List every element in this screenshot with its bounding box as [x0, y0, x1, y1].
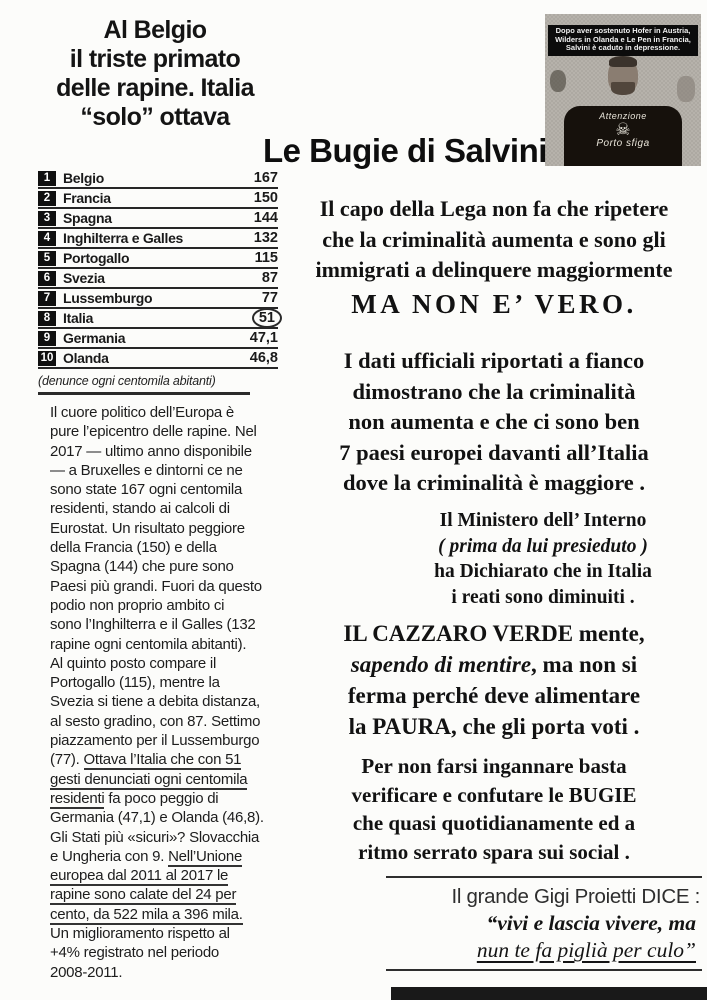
text-segment: Germania (47,1) e Olanda (46,8). — [50, 809, 264, 827]
country-label: Olanda — [63, 350, 109, 366]
underlined-text: residenti — [50, 789, 105, 807]
text-line — [292, 649, 696, 680]
table-row — [38, 229, 278, 249]
rank-badge: 1 — [38, 171, 56, 186]
text-line — [50, 442, 282, 461]
text-segment: sono state 167 ogni centomila — [50, 481, 243, 499]
text-segment: Spagna (144) che pure sono — [50, 558, 234, 576]
text-segment: — a Bruxelles e dintorni ce ne — [50, 461, 243, 479]
text-segment: pure l’epicentro delle rapine. Nel — [50, 423, 257, 441]
table-caption: (denunce ogni centomila abitanti) — [38, 374, 216, 388]
text-line — [50, 750, 282, 769]
text-segment: +4% registrato nel periodo — [50, 944, 220, 962]
article-body — [50, 403, 282, 982]
text-line — [50, 943, 282, 962]
text-line: I dati ufficiali riportati a fianco — [343, 348, 645, 373]
text-segment: , ma non si — [531, 652, 638, 677]
shirt-text-top: Attenzione — [599, 111, 647, 121]
text-segment: sono l’Inghilterra e il Galles (132 — [50, 616, 256, 634]
text-line — [50, 480, 282, 499]
divider-line-bottom — [386, 969, 702, 971]
scan-artifact-bar — [391, 987, 707, 1000]
text-line — [50, 963, 282, 982]
text-line: che la criminalità aumenta e sono gli — [322, 226, 666, 252]
text-line: “solo” ottava — [80, 103, 230, 131]
underlined-text: europea dal 2011 al 2017 le — [50, 867, 229, 885]
text-line — [292, 680, 696, 711]
underlined-text: rapine sono calate del 24 per — [50, 886, 237, 904]
table-row — [38, 249, 278, 269]
table-row — [38, 309, 278, 329]
text-segment: fa poco peggio di — [104, 789, 219, 807]
text-segment: 2008-2011. — [50, 963, 123, 981]
text-line — [50, 731, 282, 750]
text-line: ritmo serrato spara sui social . — [358, 839, 630, 864]
quote-intro: Il grande Gigi Proietti DICE : — [451, 885, 700, 908]
text-line: non aumenta e che ci sono ben — [348, 409, 640, 434]
text-line — [50, 615, 282, 634]
text-segment: 2017 — ultimo anno disponibile — [50, 442, 252, 460]
text-line — [50, 403, 282, 422]
text-line — [50, 673, 282, 692]
text-line: Salvini è caduto in depressione. — [565, 43, 681, 53]
text-line — [390, 534, 696, 560]
text-line: Al Belgio — [103, 16, 207, 44]
text-segment: Il cuore politico dell’Europa è — [50, 404, 235, 421]
rank-badge: 6 — [38, 271, 56, 286]
text-segment: IL CAZZARO VERDE mente, — [343, 621, 645, 646]
text-segment: ferma perché deve alimentare — [347, 683, 641, 708]
text-line — [390, 585, 696, 611]
paragraph-verificare-bugie — [292, 752, 696, 866]
rank-badge: 9 — [38, 331, 56, 346]
value-label: 46,8 — [249, 350, 278, 366]
text-line — [50, 538, 282, 557]
country-label: Portogallo — [63, 250, 130, 266]
text-segment: ha Dichiarato che in Italia — [434, 561, 652, 582]
rank-badge: 4 — [38, 231, 56, 246]
table-row — [38, 169, 278, 189]
text-segment: residenti, stando ai calcoli di — [50, 500, 230, 518]
text-line — [390, 559, 696, 585]
text-line: delle rapine. Italia — [56, 74, 254, 102]
text-segment: Gli Stati più «sicuri»? Slovacchia — [50, 828, 260, 846]
ranking-table-rows — [38, 169, 278, 369]
country-label: Francia — [63, 190, 111, 206]
text-segment: Svezia si tiene a debita distanza, — [50, 693, 260, 711]
text-line — [50, 461, 282, 480]
text-line — [50, 422, 282, 441]
text-line: dimostrano che la criminalità — [352, 378, 636, 404]
text-line: Dopo aver sostenuto Hofer in Austria, — [555, 26, 691, 35]
text-line — [50, 885, 282, 904]
text-segment: ( prima da lui presieduto ) — [438, 535, 648, 557]
value-label: 115 — [254, 250, 278, 266]
text-segment: piazzamento per il Lussemburgo — [50, 732, 260, 750]
underlined-text: Ottava l’Italia che con 51 — [83, 751, 242, 769]
text-line — [50, 905, 282, 924]
country-label: Svezia — [63, 270, 105, 286]
black-sweater — [564, 106, 682, 166]
underlined-text: cento, da 522 mila a 396 mila. — [50, 905, 243, 923]
text-segment: sapendo di mentire — [350, 652, 532, 677]
country-label: Germania — [63, 330, 126, 346]
value-circled: 51 — [252, 308, 282, 328]
paragraph-dati-ufficiali — [292, 346, 696, 499]
beard — [611, 82, 635, 95]
text-line — [50, 499, 282, 518]
text-segment: Il Ministero dell’ Interno — [439, 510, 647, 531]
paragraph-lines — [292, 194, 696, 286]
value-label: 144 — [253, 210, 278, 226]
ranking-table — [38, 169, 278, 395]
paragraph-ministero — [390, 508, 696, 610]
text-segment: Al quinto posto compare il — [50, 654, 217, 672]
text-segment: podio non proprio ambito ci — [50, 596, 225, 614]
table-row — [38, 329, 278, 349]
text-segment: Eurostat. Un risultato peggiore — [50, 519, 245, 537]
text-line — [292, 618, 696, 649]
text-line — [50, 712, 282, 731]
text-segment: Paesi più grandi. Fuori da questo — [50, 577, 262, 595]
shirt-text-bottom: Porto sfiga — [596, 138, 650, 149]
table-row — [38, 189, 278, 209]
value-label: 132 — [253, 230, 278, 246]
text-line — [50, 866, 282, 885]
text-segment: della Francia (150) e della — [50, 539, 217, 557]
text-line — [50, 808, 282, 827]
text-line — [50, 577, 282, 596]
underlined-text: gesti denunciati ogni centomila — [50, 770, 248, 788]
text-line — [50, 847, 282, 866]
graffiti-blob — [677, 76, 695, 102]
article-headline — [30, 16, 280, 132]
text-segment: al sesto gradino, con 87. Settimo — [50, 712, 261, 730]
text-line — [50, 654, 282, 673]
gigi-proietti-quote — [386, 876, 702, 971]
hair — [609, 56, 637, 67]
text-segment: rapine ogni centomila abitanti). — [50, 635, 247, 653]
country-label: Spagna — [63, 210, 112, 226]
text-segment: (77). — [50, 751, 84, 769]
salvini-head — [608, 58, 638, 94]
salvini-photo — [545, 14, 701, 166]
rank-badge: 2 — [38, 191, 56, 206]
paragraph-cazzaro-verde — [292, 618, 696, 742]
table-bottom-rule — [38, 392, 250, 395]
text-line: Per non farsi ingannare basta — [361, 754, 627, 778]
text-segment: Un miglioramento rispetto al — [50, 925, 230, 943]
photo-caption — [548, 25, 698, 56]
text-line — [50, 828, 282, 847]
text-line: Il capo della Lega non fa che ripetere — [319, 196, 669, 221]
rank-badge: 8 — [38, 311, 56, 326]
text-line — [50, 692, 282, 711]
country-label: Lussemburgo — [63, 290, 153, 306]
rank-badge: 5 — [38, 251, 56, 266]
text-line — [50, 557, 282, 576]
country-label: Belgio — [63, 170, 104, 186]
country-label: Inghilterra e Galles — [63, 230, 184, 246]
value-label: 87 — [261, 270, 278, 286]
text-line — [390, 508, 696, 534]
text-line: 7 paesi europei davanti all’Italia — [339, 439, 649, 465]
quote-line-2: nun te fa piglià per culo” — [476, 938, 696, 962]
text-line — [50, 635, 282, 654]
divider-line-top — [386, 876, 702, 878]
text-line — [50, 789, 282, 808]
table-row — [38, 349, 278, 369]
text-line — [50, 519, 282, 538]
text-segment: i reati sono diminuiti . — [451, 586, 635, 608]
text-line — [292, 711, 696, 742]
quote-line-1: “vivi e lascia vivere, ma — [486, 911, 696, 935]
value-label: 77 — [261, 290, 278, 306]
underlined-text: Nell’Unione — [168, 847, 243, 865]
text-line — [50, 596, 282, 615]
rank-badge: 7 — [38, 291, 56, 306]
table-row — [38, 269, 278, 289]
country-label: Italia — [63, 310, 94, 326]
text-line: dove la criminalità è maggiore . — [342, 470, 646, 495]
value-label: 47,1 — [249, 330, 278, 346]
table-row — [38, 209, 278, 229]
main-headline: Le Bugie di Salvini — [263, 132, 547, 169]
text-line: il triste primato — [69, 45, 241, 73]
value-label: 150 — [253, 190, 278, 206]
text-segment: Portogallo (115), mentre la — [50, 674, 220, 692]
text-line: immigrati a delinquere maggiormente — [315, 257, 673, 282]
text-segment: la PAURA, che gli porta voti . — [348, 714, 640, 739]
rank-badge: 3 — [38, 211, 56, 226]
text-segment: e Ungheria con 9. — [50, 847, 169, 865]
graffiti-blob — [550, 70, 566, 92]
shout-ma-non-e-vero: MA NON E’ VERO. — [351, 288, 637, 319]
text-line: Wilders in Olanda e Le Pen in Francia, — [555, 34, 691, 44]
text-line: verificare e confutare le BUGIE — [351, 782, 637, 807]
value-label: 167 — [253, 170, 278, 186]
text-line — [50, 924, 282, 943]
text-line: che quasi quotidianamente ed a — [352, 811, 636, 835]
rank-badge: 10 — [38, 351, 56, 366]
skull-icon: ☠ — [615, 120, 631, 139]
table-row — [38, 289, 278, 309]
text-line — [50, 770, 282, 789]
paragraph-lega-ripete — [292, 194, 696, 319]
